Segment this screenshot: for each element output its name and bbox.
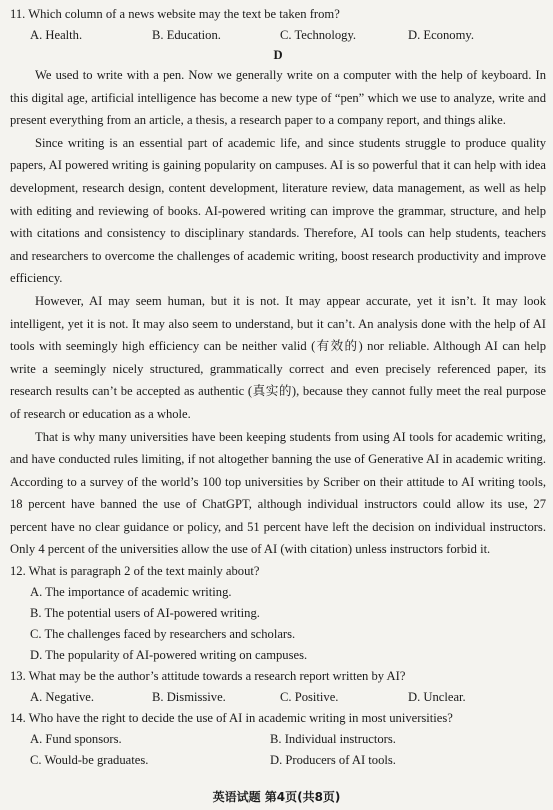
question-14: 14. Who have the right to decide the use of AI in academic writing in most universities? <box>10 711 453 726</box>
option-c: C. The challenges faced by researchers and scholars. <box>30 627 296 642</box>
option-b: B. Dismissive. <box>152 690 226 705</box>
passage-paragraph-3: However, AI may seem human, but it is not. It may appear accurate, yet it isn’t. It may look intelligent, yet it is not. It may also seem to understand, but it can’t. An analysis done with the help of AI tools with seemingly high efficiency can be neither valid (有效的) nor reliable. Although AI can help write a seemingly nicely structured, grammatically correct and even precisely referenced paper, its research results can’t be accepted as authentic (真实的), because they cannot fully meet the real purpose of research or education as a whole. <box>10 293 546 421</box>
question-14-options-row-2 <box>10 750 546 771</box>
option-d: D. Unclear. <box>408 690 466 705</box>
page-footer: 英语试题 第4页(共8页) <box>212 790 341 804</box>
option-a: A. The importance of academic writing. <box>30 585 232 600</box>
question-11: 11. Which column of a news website may the text be taken from? <box>10 7 340 21</box>
option-b: B. Individual instructors. <box>270 732 396 747</box>
option-c: C. Technology. <box>280 28 357 42</box>
exam-page <box>10 4 546 771</box>
question-13: 13. What may be the author’s attitude towards a research report written by AI? <box>10 669 406 684</box>
question-11-options <box>10 25 546 46</box>
question-14-options-row-1 <box>10 729 546 750</box>
question-13-options <box>10 687 546 708</box>
option-a: A. Health. <box>30 28 83 42</box>
passage-paragraph-2: Since writing is an essential part of academic life, and since students struggle to produce quality papers, AI powered writing is gaining popularity on campuses. AI is so powerful that it can help with idea development, research design, content development, literature review, data management, as well as help with editing and reviewing of books. AI-powered writing can improve the grammar, structure, and help with citations and consistency to disciplinary standards. Therefore, AI tools can help students, teachers and researchers to overcome the challenges of academic writing, boost research productivity and improve efficiency. <box>10 135 546 286</box>
section-label: D <box>273 48 283 62</box>
option-b: B. Education. <box>152 28 221 42</box>
passage-paragraph-4: That is why many universities have been keeping students from using AI tools for academic writing, and have conducted rules limiting, if not altogether banning the use of Generative AI in academic writing. According to a survey of the world’s 100 top universities by Scriber on their attitude to AI writing tools, 18 percent have banned the use of ChatGPT, although individual instructors could allow its use, 27 percent have no clear guidance or policy, and 51 percent have left the decision on individual instructors. Only 4 percent of the universities allow the use of AI (with citation) unless instructors forbid it. <box>10 429 546 557</box>
option-a: A. Fund sponsors. <box>30 732 122 747</box>
question-12: 12. What is paragraph 2 of the text mainly about? <box>10 564 260 579</box>
option-d: D. Economy. <box>408 28 474 42</box>
option-d: D. Producers of AI tools. <box>270 753 396 768</box>
option-a: A. Negative. <box>30 690 94 705</box>
passage-paragraph-1: We used to write with a pen. Now we generally write on a computer with the help of keyboard. In this digital age, artificial intelligence has become a new type of “pen” which we use to analyze, write and present everything from an article, a thesis, a research paper to a company report, and things alike. <box>10 68 546 128</box>
option-c: C. Positive. <box>280 690 339 705</box>
option-d: D. The popularity of AI-powered writing on campuses. <box>30 648 308 663</box>
option-b: B. The potential users of AI-powered writing. <box>30 606 260 621</box>
option-c: C. Would-be graduates. <box>30 753 149 768</box>
